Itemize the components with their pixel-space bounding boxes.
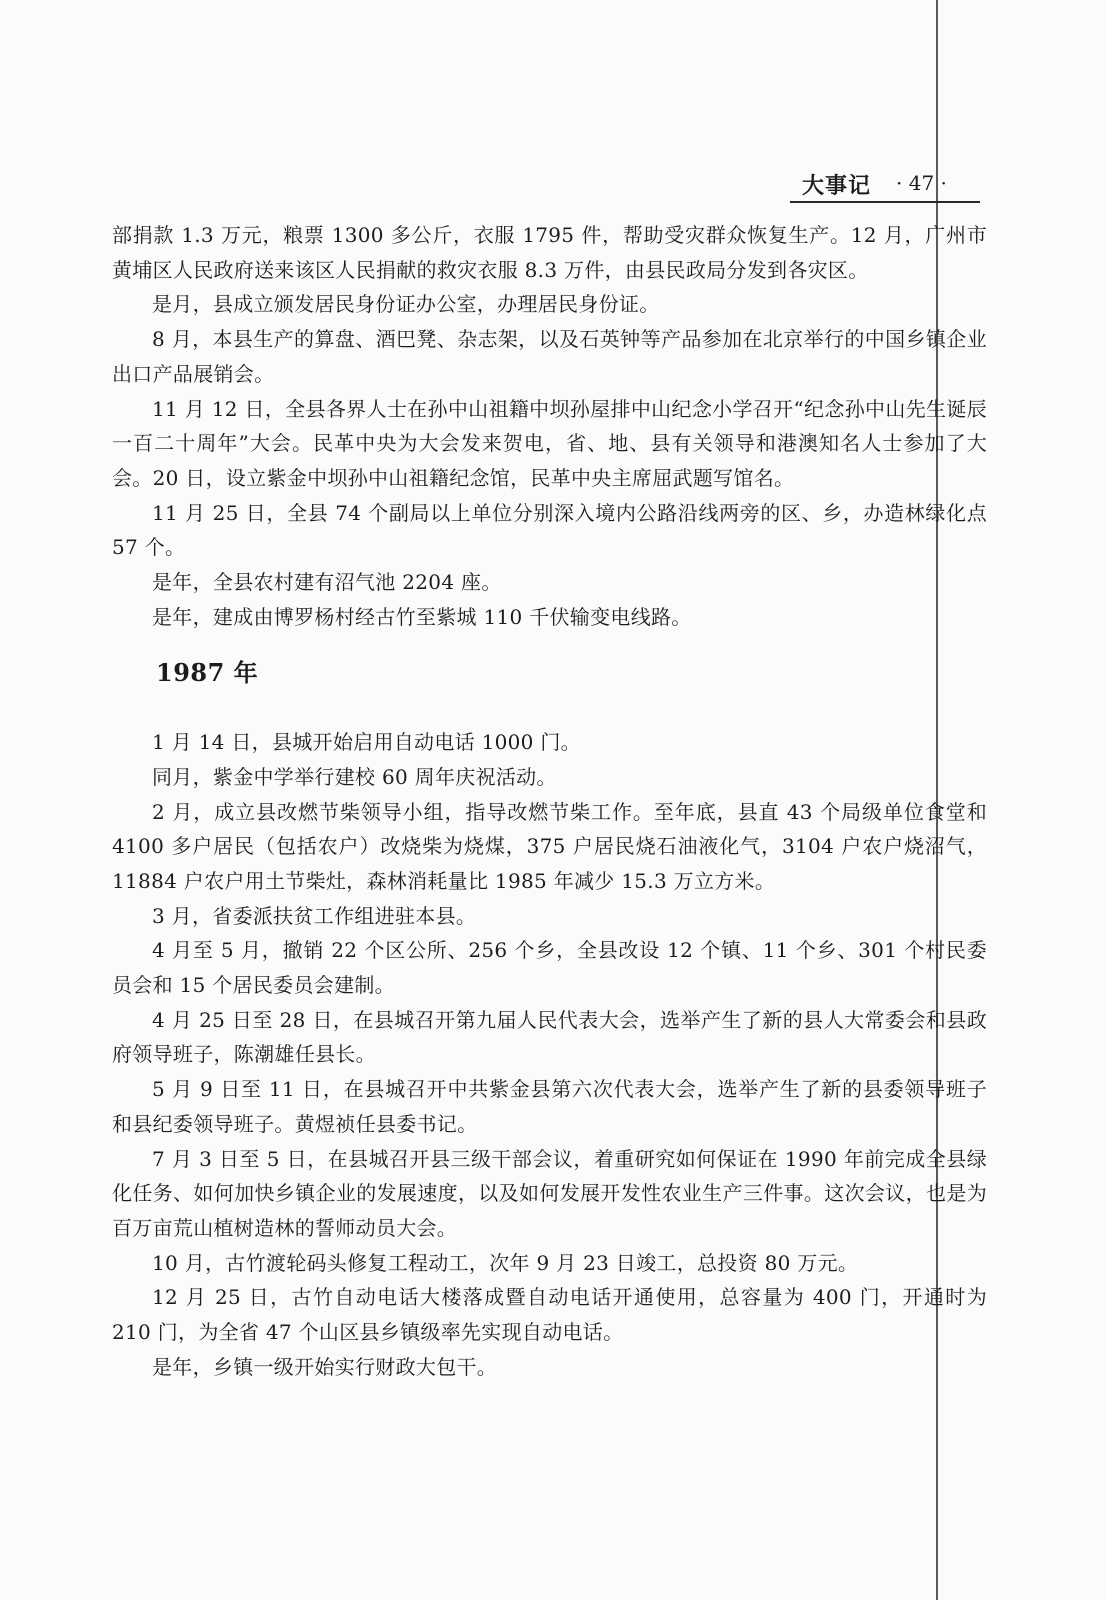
- page-body: [112, 218, 987, 1385]
- paragraph: 8 月，本县生产的算盘、酒巴凳、杂志架，以及石英钟等产品参加在北京举行的中国乡镇企业出口产品展销会。: [112, 327, 987, 386]
- year-heading: 1987 年: [156, 658, 259, 688]
- header-rule: [790, 201, 980, 203]
- paragraph: 11 月 12 日，全县各界人士在孙中山祖籍中坝孙屋排中山纪念小学召开“纪念孙中山先生诞辰一百二十周年”大会。民革中央为大会发来贺电，省、地、县有关领导和港澳知名人士参加了大会。20 日，设立紫金中坝孙中山祖籍纪念馆，民革中央主席屈武题写馆名。: [112, 396, 987, 490]
- paragraph: 是年，乡镇一级开始实行财政大包干。: [152, 1354, 498, 1379]
- section-title: 大事记: [802, 174, 872, 199]
- paragraph: 5 月 9 日至 11 日，在县城召开中共紫金县第六次代表大会，选举产生了新的县委领导班子和县纪委领导班子。黄煜祯任县委书记。: [112, 1077, 987, 1136]
- paragraph: 10 月，古竹渡轮码头修复工程动工，次年 9 月 23 日竣工，总投资 80 万元。: [152, 1250, 859, 1275]
- paragraph: 同月，紫金中学举行建校 60 周年庆祝活动。: [152, 764, 557, 789]
- running-header: [790, 163, 980, 203]
- page-number: · 47 ·: [896, 171, 947, 195]
- paragraph: 是年，全县农村建有沼气池 2204 座。: [152, 570, 502, 595]
- paragraph: 1 月 14 日，县城开始启用自动电话 1000 门。: [152, 730, 581, 755]
- paragraph: 4 月 25 日至 28 日，在县城召开第九届人民代表大会，选举产生了新的县人大常委会和县政府领导班子，陈潮雄任县长。: [112, 1007, 987, 1067]
- paragraph: 12 月 25 日，古竹自动电话大楼落成暨自动电话开通使用，总容量为 400 门，开通时为 210 门，为全省 47 个山区县乡镇级率先实现自动电话。: [112, 1285, 987, 1345]
- paragraph: 是年，建成由博罗杨村经古竹至紫城 110 千伏输变电线路。: [152, 604, 692, 629]
- paragraph: 7 月 3 日至 5 日，在县城召开县三级干部会议，着重研究如何保证在 1990 年前完成全县绿化任务、如何加快乡镇企业的发展速度，以及如何发展开发性农业生产三件事。这次会议，也是为百万亩荒山植树造林的誓师动员大会。: [112, 1146, 987, 1240]
- paragraph: 11 月 25 日，全县 74 个副局以上单位分别深入境内公路沿线两旁的区、乡，办造林绿化点 57 个。: [112, 500, 987, 560]
- paragraph-continued: 部捐款 1.3 万元，粮票 1300 多公斤，衣服 1795 件，帮助受灾群众恢复生产。12 月，广州市黄埔区人民政府送来该区人民捐献的救灾衣服 8.3 万件，由县民政局分发到各灾区。: [112, 223, 987, 282]
- paragraph: 3 月，省委派扶贫工作组进驻本县。: [152, 903, 477, 928]
- paragraph: 2 月，成立县改燃节柴领导小组，指导改燃节柴工作。至年底，县直 43 个局级单位食堂和 4100 多户居民（包括农户）改烧柴为烧煤，375 户居民烧石油液化气，3104 户农户烧沼气，11884 户农户用土节柴灶，森林消耗量比 1985 年减少 15.3 万立方米。: [112, 799, 987, 893]
- paragraph: 是月，县成立颁发居民身份证办公室，办理居民身份证。: [152, 292, 660, 317]
- paragraph: 4 月至 5 月，撤销 22 个区公所、256 个乡，全县改设 12 个镇、11 个乡、301 个村民委员会和 15 个居民委员会建制。: [112, 938, 987, 998]
